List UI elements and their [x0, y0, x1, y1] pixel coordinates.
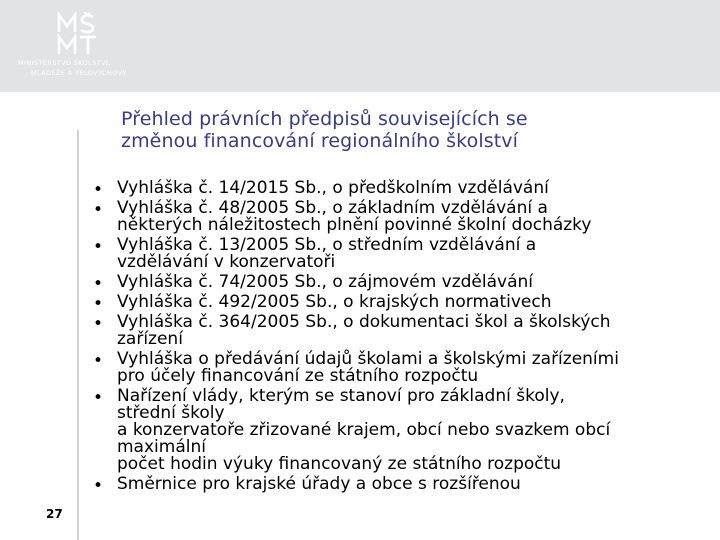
list-item-text: Vyhláška č. 492/2005 Sb., o krajských normativech [117, 292, 552, 312]
bullet-marker: • [92, 274, 104, 294]
list-item [88, 178, 708, 200]
list-item-text: Nařízení vlády, kterým se stanoví pro základní školy, [117, 386, 565, 406]
bullet-marker: • [92, 294, 104, 314]
list-item-text: Směrnice pro krajské úřady a obce s rozšířenou [117, 474, 521, 494]
logo-text-line2: MLÁDEŽE A TĚLOVÝCHOVY [31, 69, 127, 77]
list-item-text: Vyhláška č. 48/2005 Sb., o základním vzdělávání a [117, 198, 548, 218]
bullet-marker: • [92, 237, 104, 257]
bullet-marker: • [92, 200, 104, 220]
slide-title-line1: Přehled právních předpisů souvisejících se [121, 108, 528, 130]
list-item [88, 351, 708, 385]
list-item-text: vzdělávání v konzervatoři [117, 252, 336, 272]
list-item [88, 200, 708, 234]
list-item [88, 292, 708, 314]
bullet-marker: • [92, 476, 104, 496]
list-item-text: Vyhláška o předávání údajů školami a školskými zařízeními [117, 349, 619, 369]
bullet-marker: • [92, 388, 104, 408]
logo-text-line1: MINISTERSTVO ŠKOLSTVÍ, [18, 59, 111, 67]
list-item-text: střední školy [117, 403, 225, 423]
list-item-text: některých náležitostech plnění povinné školní docházky [117, 215, 592, 235]
bullet-list [88, 180, 708, 496]
list-item [88, 388, 708, 473]
list-item-text: pro účely financování ze státního rozpočtu [117, 366, 479, 386]
slide-title-line2: změnou financování regionálního školství [121, 130, 518, 152]
msmt-monogram-icon [56, 12, 120, 56]
list-item-text: zařízení [117, 329, 183, 349]
list-item-text: Vyhláška č. 364/2005 Sb., o dokumentaci škol a školských [117, 312, 611, 332]
list-item [88, 314, 708, 348]
bullet-marker: • [92, 314, 104, 334]
list-item-text: Vyhláška č. 13/2005 Sb., o středním vzdělávání a [117, 235, 537, 255]
bullet-marker: • [92, 180, 104, 200]
vertical-divider [77, 130, 79, 540]
list-item [88, 237, 708, 271]
slide-title [121, 108, 681, 152]
list-item [88, 272, 708, 294]
list-item-text: Vyhláška č. 14/2015 Sb., o předškolním vzdělávání [117, 178, 549, 198]
list-item [88, 474, 708, 496]
list-item-text: a konzervatoře zřizované krajem, obcí nebo svazkem obcí [117, 420, 611, 440]
list-item-text: počet hodin výuky financovaný ze státního rozpočtu [117, 454, 562, 474]
page-number: 27 [46, 507, 63, 521]
msmt-logo [18, 12, 158, 82]
bullet-marker: • [92, 351, 104, 371]
list-item-text: Vyhláška č. 74/2005 Sb., o zájmovém vzdělávání [117, 272, 534, 292]
header-band [0, 0, 720, 92]
list-item-text: maximální [117, 437, 206, 457]
